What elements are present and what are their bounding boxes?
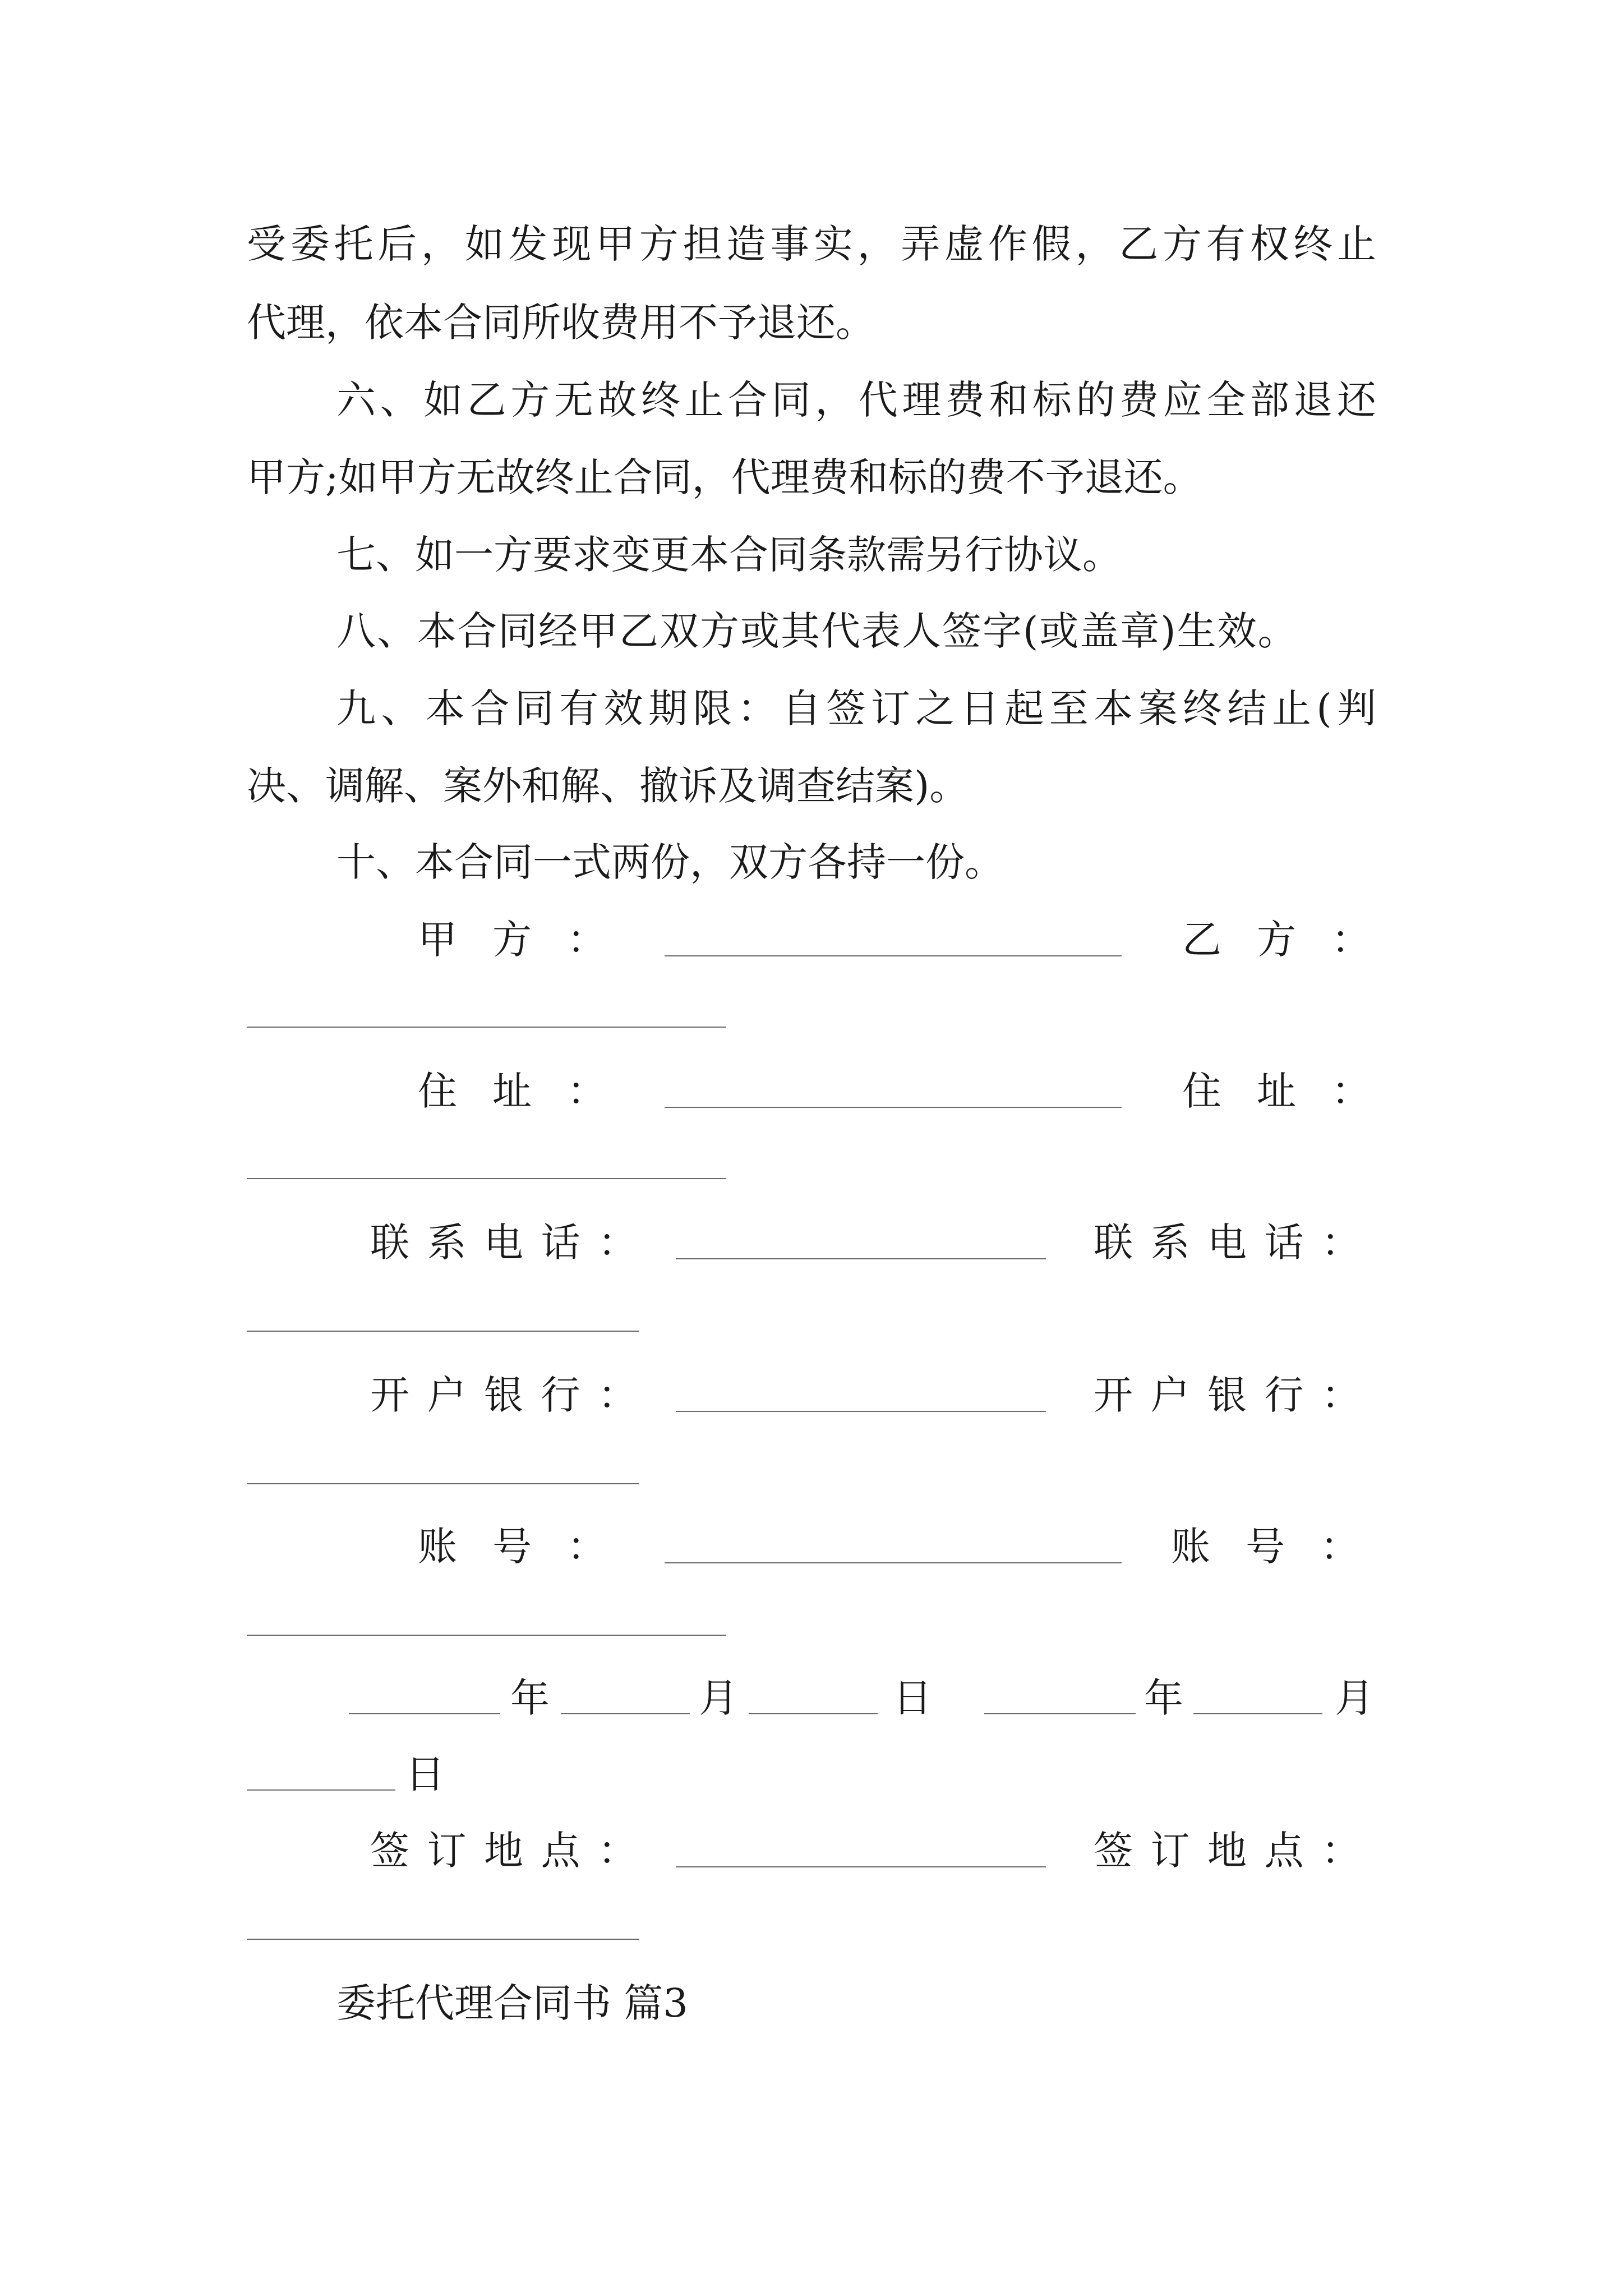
address-b-blank [247, 1178, 726, 1179]
bank-b-label: 开户银行： [1094, 1372, 1378, 1418]
paragraph-5-line-1: 受委托后，如发现甲方担造事实，弄虚作假，乙方有权终止 [247, 221, 1376, 267]
place-a-blank [676, 1866, 1046, 1867]
phone-row [247, 1220, 1378, 1268]
date-a-month: 月 [699, 1675, 738, 1721]
date-a-month-blank [561, 1713, 690, 1714]
date-a-year: 年 [510, 1675, 550, 1721]
paragraph-7: 七、如一方要求变更本合同条款需另行协议。 [336, 532, 1122, 578]
date-row [247, 1675, 1376, 1723]
date-row-2 [247, 1751, 1376, 1800]
paragraph-9-line-1: 九、本合同有效期限：自签订之日起至本案终结止(判 [336, 685, 1376, 731]
date-b-day-blank [247, 1789, 395, 1791]
party-a-label: 甲方： [418, 917, 642, 963]
place-b-label: 签订地点： [1094, 1828, 1378, 1874]
party-a-blank [665, 955, 1122, 956]
address-b-label: 住址： [1182, 1068, 1406, 1114]
date-b-year-blank [984, 1713, 1136, 1714]
bank-a-label: 开户银行： [370, 1372, 655, 1418]
date-b-month-blank [1193, 1713, 1322, 1714]
address-a-label: 住址： [418, 1068, 642, 1114]
account-b-label: 账号： [1171, 1524, 1395, 1570]
account-a-label: 账号： [418, 1524, 642, 1570]
phone-b-label: 联系电话： [1094, 1220, 1378, 1266]
paragraph-10: 十、本合同一式两份，双方各持一份。 [336, 839, 1004, 885]
party-b-label: 乙方： [1182, 917, 1406, 963]
date-b-day: 日 [405, 1751, 445, 1797]
account-a-blank [665, 1562, 1122, 1563]
address-row [247, 1068, 1406, 1116]
paragraph-9-line-2: 决、调解、案外和解、撤诉及调查结案)。 [247, 763, 969, 809]
paragraph-6-line-2: 甲方;如甲方无故终止合同，代理费和标的费不予退还。 [247, 454, 1202, 500]
paragraph-8: 八、本合同经甲乙双方或其代表人签字(或盖章)生效。 [336, 608, 1298, 654]
date-a-day: 日 [893, 1675, 932, 1721]
date-b-month: 月 [1335, 1675, 1374, 1721]
phone-a-label: 联系电话： [370, 1220, 655, 1266]
bank-a-blank [676, 1411, 1046, 1412]
date-a-year-blank [349, 1713, 500, 1714]
place-a-label: 签订地点： [370, 1828, 655, 1874]
address-a-blank [665, 1107, 1122, 1108]
account-b-blank [247, 1635, 726, 1636]
phone-a-blank [676, 1258, 1046, 1259]
party-b-blank [247, 1027, 726, 1028]
date-a-day-blank [749, 1713, 878, 1714]
account-row [247, 1524, 1395, 1572]
party-row [247, 917, 1406, 965]
paragraph-5-line-2: 代理，依本合同所收费用不予退还。 [247, 300, 875, 346]
place-b-blank [247, 1939, 639, 1940]
phone-b-blank [247, 1331, 639, 1332]
next-section-heading: 委托代理合同书 篇3 [336, 1980, 688, 2026]
date-b-year: 年 [1144, 1675, 1183, 1721]
bank-b-blank [247, 1483, 639, 1484]
place-row [247, 1828, 1378, 1876]
paragraph-6-line-1: 六、如乙方无故终止合同，代理费和标的费应全部退还 [336, 377, 1376, 423]
bank-row [247, 1372, 1378, 1420]
